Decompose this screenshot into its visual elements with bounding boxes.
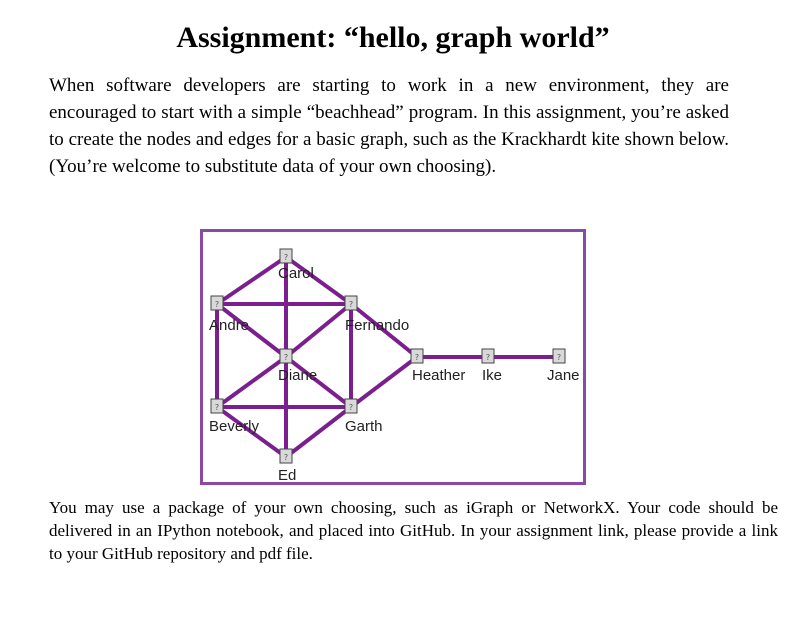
node-label-heather: Heather [412,367,466,384]
node-icon-glyph: ? [485,353,491,362]
node-icon-glyph: ? [283,353,289,362]
node-label-ike: Ike [482,367,503,384]
node-icon-glyph: ? [214,300,220,309]
node-beverly [209,399,260,435]
node-icon-glyph: ? [283,453,289,462]
node-label-beverly: Beverly [209,418,260,435]
node-icon-glyph: ? [348,300,354,309]
edge-garth-heather [351,357,417,407]
edges-layer [214,257,562,457]
edge-diane-beverly [217,357,286,407]
node-icon-glyph: ? [414,353,420,362]
node-label-garth: Garth [345,418,383,435]
node-ike [482,349,502,384]
node-garth [345,399,383,435]
node-icon-glyph: ? [214,403,220,412]
node-fernando [345,296,409,334]
edge-garth-ed [286,407,351,457]
graph-canvas [203,232,583,482]
node-icon-glyph: ? [283,253,289,262]
node-label-andre: Andre [209,317,250,334]
node-carol [278,249,314,282]
node-heather [411,349,465,384]
node-label-diane: Diane [278,367,318,384]
node-label-carol: Carol [278,265,314,282]
nodes-layer [209,249,580,482]
node-icon-glyph: ? [556,353,562,362]
node-jane [547,349,580,384]
krackhardt-kite-figure [200,229,586,485]
node-label-jane: Jane [547,367,580,384]
node-label-ed: Ed [278,467,297,482]
node-label-fernando: Fernando [345,317,410,334]
document-title: Assignment: “hello, graph world” [176,21,610,54]
node-diane [278,349,317,384]
node-icon-glyph: ? [348,403,354,412]
node-ed [278,449,296,482]
closing-paragraph: You may use a package of your own choosing, such as iGraph or NetworkX. Your code should be delivered in an IPython notebook, and placed into GitHub. In your assignment link, please provide a link to your GitHub repository and pdf file. [49,498,778,563]
edge-carol-andre [217,257,286,304]
intro-paragraph: When software developers are starting to work in a new environment, they are encouraged to start with a simple “beachhead” program. In this assignment, you’re asked to create the nodes and edges for a basic graph, such as the Krackhardt kite shown below. (You’re welcome to substitute data of your own choosing). [49,75,729,177]
edge-fernando-diane [286,304,351,357]
